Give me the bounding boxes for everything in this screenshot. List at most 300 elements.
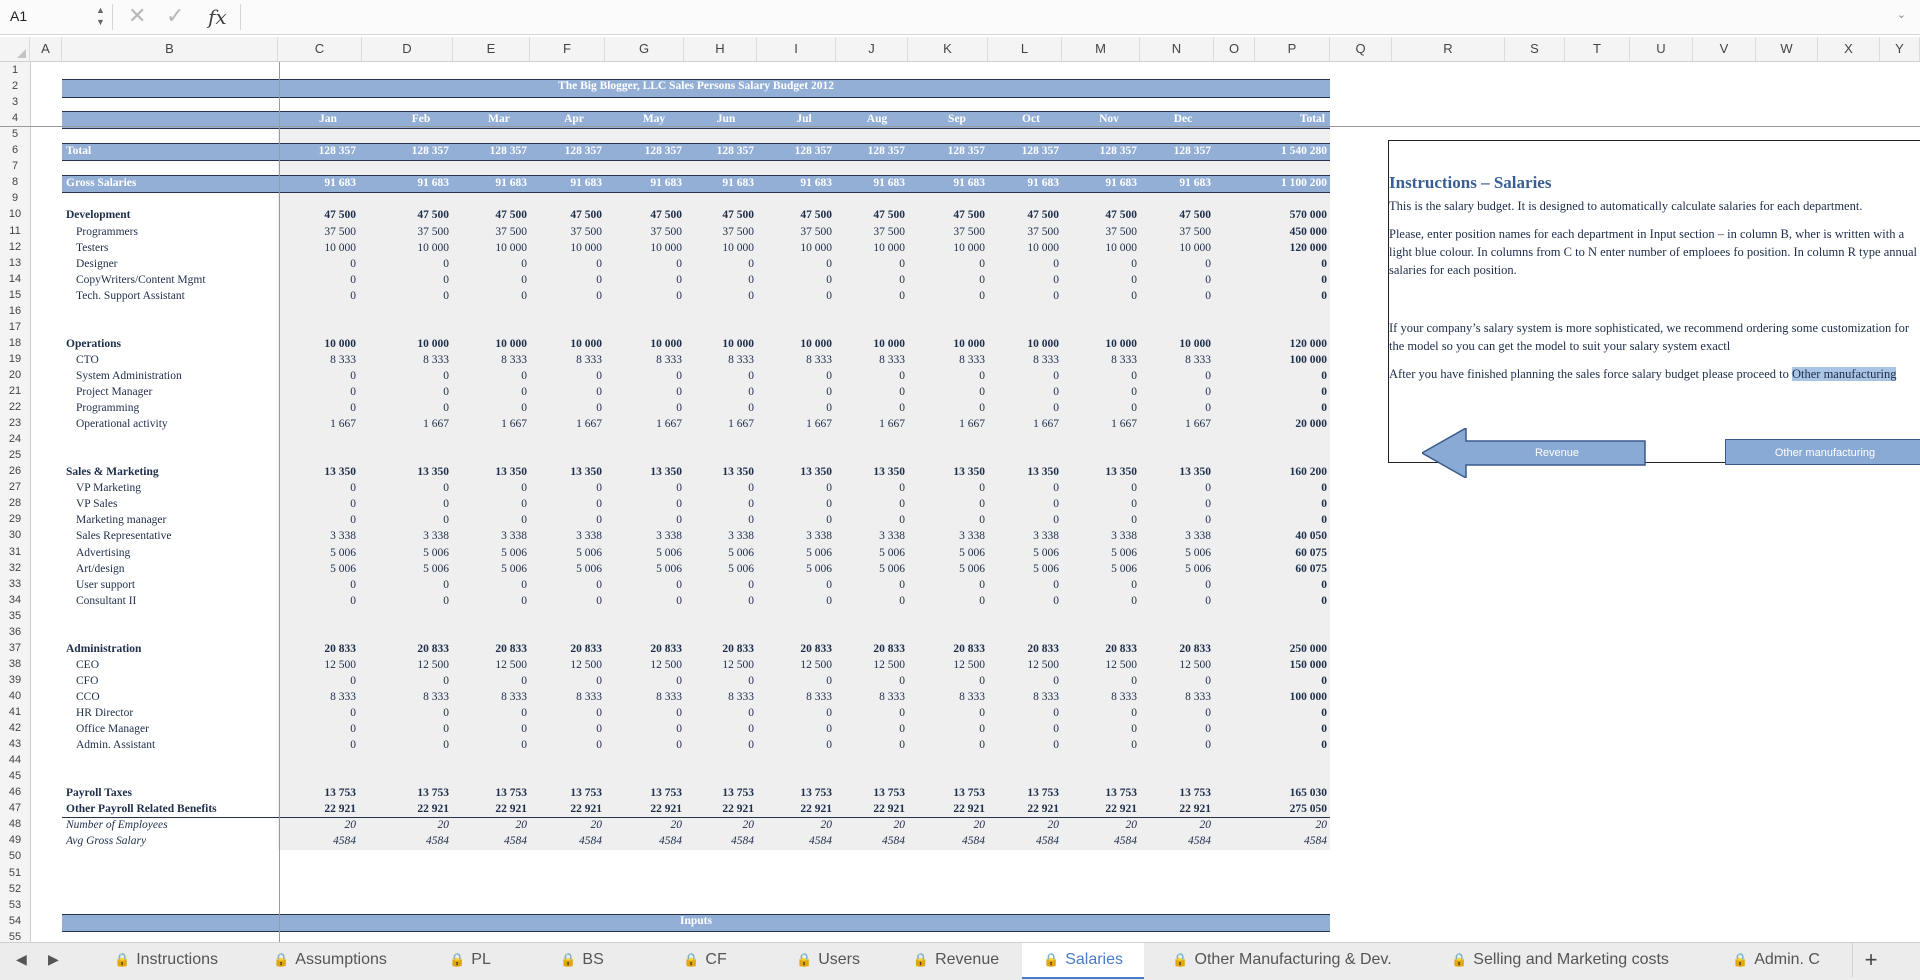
value-cell[interactable]: 0 [1053, 514, 1059, 527]
value-cell[interactable]: 3 338 [576, 530, 602, 543]
value-cell[interactable]: 0 [676, 273, 682, 286]
value-cell[interactable]: 0 [1131, 273, 1137, 286]
total-cell[interactable]: 275 050 [1289, 803, 1327, 816]
row-header[interactable]: 36 [8, 625, 22, 638]
value-cell[interactable]: 1 667 [806, 418, 832, 431]
column-header[interactable]: H [684, 37, 757, 61]
value-cell[interactable]: 1 667 [423, 418, 449, 431]
value-cell[interactable]: 0 [350, 739, 356, 752]
value-cell[interactable]: 0 [596, 723, 602, 736]
value-cell[interactable]: 128 357 [489, 145, 527, 158]
value-cell[interactable]: 8 333 [501, 353, 527, 366]
total-cell[interactable]: 0 [1321, 402, 1327, 415]
value-cell[interactable]: 10 000 [800, 241, 832, 254]
value-cell[interactable]: 0 [676, 498, 682, 511]
value-cell[interactable]: 0 [979, 369, 985, 382]
value-cell[interactable]: 0 [1131, 402, 1137, 415]
value-cell[interactable]: 13 350 [800, 466, 832, 479]
value-cell[interactable]: 0 [596, 369, 602, 382]
row-header[interactable]: 22 [8, 401, 22, 414]
value-cell[interactable]: 0 [443, 594, 449, 607]
value-cell[interactable]: 91 683 [953, 177, 985, 190]
value-cell[interactable]: 3 338 [656, 530, 682, 543]
value-cell[interactable]: 5 006 [576, 562, 602, 575]
row-label[interactable]: Designer [76, 257, 118, 270]
value-cell[interactable]: 22 921 [570, 803, 602, 816]
value-cell[interactable]: 128 357 [794, 145, 832, 158]
value-cell[interactable]: 20 [893, 819, 905, 832]
value-cell[interactable]: 0 [1053, 707, 1059, 719]
total-cell[interactable]: 20 [1315, 819, 1327, 832]
value-cell[interactable]: 3 338 [728, 530, 754, 543]
insert-function-icon[interactable]: fx [208, 5, 227, 29]
value-cell[interactable]: 0 [350, 273, 356, 286]
value-cell[interactable]: 12 500 [800, 658, 832, 671]
value-cell[interactable]: 128 357 [1173, 145, 1211, 158]
value-cell[interactable]: 10 000 [1179, 241, 1211, 254]
value-cell[interactable]: 0 [676, 402, 682, 415]
value-cell[interactable]: 3 338 [1185, 530, 1211, 543]
value-cell[interactable]: 0 [350, 386, 356, 398]
row-header[interactable]: 33 [8, 577, 22, 590]
value-cell[interactable]: 37 500 [495, 225, 527, 238]
value-cell[interactable]: 12 500 [650, 658, 682, 671]
value-cell[interactable]: 91 683 [570, 177, 602, 190]
value-cell[interactable]: 0 [350, 369, 356, 382]
value-cell[interactable]: 0 [899, 594, 905, 607]
column-header[interactable]: X [1818, 37, 1880, 61]
value-cell[interactable]: 0 [979, 723, 985, 736]
value-cell[interactable]: 0 [748, 514, 754, 527]
value-cell[interactable]: 3 338 [1033, 530, 1059, 543]
value-cell[interactable]: 47 500 [1105, 209, 1137, 222]
value-cell[interactable]: 0 [826, 402, 832, 415]
value-cell[interactable]: 8 333 [423, 690, 449, 703]
value-cell[interactable]: 0 [748, 273, 754, 286]
value-cell[interactable]: 1 667 [656, 418, 682, 431]
value-cell[interactable]: 1 667 [1185, 418, 1211, 431]
value-cell[interactable]: 0 [676, 707, 682, 719]
value-cell[interactable]: 10 000 [1179, 337, 1211, 350]
value-cell[interactable]: 0 [748, 257, 754, 270]
value-cell[interactable]: 3 338 [1111, 530, 1137, 543]
column-header[interactable]: P [1255, 37, 1330, 61]
value-cell[interactable]: 20 [820, 819, 832, 832]
value-cell[interactable]: 10 000 [953, 241, 985, 254]
value-cell[interactable]: 5 006 [806, 546, 832, 559]
value-cell[interactable]: 12 500 [1027, 658, 1059, 671]
row-label[interactable]: Sales & Marketing [66, 466, 159, 479]
total-cell[interactable]: 0 [1321, 386, 1327, 398]
value-cell[interactable]: 128 357 [867, 145, 905, 158]
value-cell[interactable]: 0 [826, 723, 832, 736]
value-cell[interactable]: 1 667 [959, 418, 985, 431]
value-cell[interactable]: 0 [1053, 386, 1059, 398]
value-cell[interactable]: 22 921 [650, 803, 682, 816]
row-header[interactable]: 34 [8, 593, 22, 606]
value-cell[interactable]: 5 006 [423, 562, 449, 575]
value-cell[interactable]: 0 [350, 594, 356, 607]
value-cell[interactable]: 0 [979, 578, 985, 591]
value-cell[interactable]: 0 [1205, 386, 1211, 398]
column-header[interactable]: O [1214, 37, 1255, 61]
value-cell[interactable]: 0 [979, 257, 985, 270]
value-cell[interactable]: 0 [443, 514, 449, 527]
value-cell[interactable]: 4584 [333, 835, 356, 848]
value-cell[interactable]: 8 333 [959, 353, 985, 366]
row-header[interactable]: 13 [8, 256, 22, 269]
value-cell[interactable]: 0 [826, 674, 832, 687]
value-cell[interactable]: 4584 [962, 835, 985, 848]
row-header[interactable]: 10 [8, 208, 22, 221]
value-cell[interactable]: 91 683 [800, 177, 832, 190]
value-cell[interactable]: 20 833 [800, 642, 832, 655]
value-cell[interactable]: 128 357 [644, 145, 682, 158]
value-cell[interactable]: 10 000 [324, 241, 356, 254]
value-cell[interactable]: 13 753 [495, 787, 527, 800]
row-header[interactable]: 51 [8, 866, 22, 879]
tab-selling-and-marketing-costs[interactable] [1420, 943, 1700, 977]
value-cell[interactable]: 8 333 [330, 690, 356, 703]
formula-input[interactable] [246, 6, 1890, 30]
next-sheet-icon[interactable]: ▶ [48, 951, 59, 967]
value-cell[interactable]: 12 500 [873, 658, 905, 671]
value-cell[interactable]: 47 500 [324, 209, 356, 222]
value-cell[interactable]: 0 [521, 289, 527, 302]
value-cell[interactable]: 4584 [426, 835, 449, 848]
value-cell[interactable]: 0 [1131, 369, 1137, 382]
value-cell[interactable]: 47 500 [1027, 209, 1059, 222]
total-cell[interactable]: 100 000 [1289, 353, 1327, 366]
row-header[interactable]: 19 [8, 352, 22, 365]
value-cell[interactable]: 0 [826, 289, 832, 302]
value-cell[interactable]: 0 [899, 578, 905, 591]
row-label[interactable]: Number of Employees [66, 819, 168, 832]
value-cell[interactable]: 0 [350, 514, 356, 527]
tab-salaries[interactable] [1022, 943, 1144, 979]
value-cell[interactable]: 13 350 [495, 466, 527, 479]
value-cell[interactable]: 0 [676, 289, 682, 302]
value-cell[interactable]: 4584 [659, 835, 682, 848]
value-cell[interactable]: 22 921 [1027, 803, 1059, 816]
value-cell[interactable]: 0 [979, 707, 985, 719]
value-cell[interactable]: 0 [596, 674, 602, 687]
value-cell[interactable]: 0 [748, 707, 754, 719]
value-cell[interactable]: 22 921 [324, 803, 356, 816]
row-header[interactable]: 53 [8, 898, 22, 911]
value-cell[interactable]: 0 [596, 707, 602, 719]
total-cell[interactable]: 165 030 [1289, 787, 1327, 800]
value-cell[interactable]: 0 [350, 578, 356, 591]
value-cell[interactable]: 0 [350, 707, 356, 719]
value-cell[interactable]: 0 [1053, 723, 1059, 736]
row-label[interactable]: VP Sales [76, 498, 118, 511]
column-header[interactable]: B [62, 37, 278, 61]
value-cell[interactable]: 3 338 [879, 530, 905, 543]
value-cell[interactable]: 20 833 [722, 642, 754, 655]
row-label[interactable]: Marketing manager [76, 514, 167, 527]
value-cell[interactable]: 1 667 [330, 418, 356, 431]
row-header[interactable]: 32 [8, 561, 22, 574]
row-header[interactable]: 42 [8, 722, 22, 735]
row-header[interactable]: 20 [8, 368, 22, 381]
value-cell[interactable]: 0 [443, 498, 449, 511]
row-header[interactable]: 18 [8, 336, 22, 349]
row-label[interactable]: Tech. Support Assistant [76, 289, 185, 302]
value-cell[interactable]: 0 [979, 594, 985, 607]
row-header[interactable]: 17 [8, 320, 22, 333]
row-label[interactable]: Art/design [76, 562, 125, 575]
total-cell[interactable]: 0 [1321, 739, 1327, 752]
value-cell[interactable]: 0 [1131, 514, 1137, 527]
row-header[interactable]: 38 [8, 657, 22, 670]
value-cell[interactable]: 0 [1205, 402, 1211, 415]
row-label[interactable]: CFO [76, 674, 99, 687]
value-cell[interactable]: 12 500 [495, 658, 527, 671]
value-cell[interactable]: 0 [521, 257, 527, 270]
row-label[interactable]: Operations [66, 337, 121, 350]
select-all-corner[interactable] [0, 37, 30, 61]
total-cell[interactable]: 4584 [1304, 835, 1327, 848]
value-cell[interactable]: 0 [1053, 594, 1059, 607]
value-cell[interactable]: 13 350 [570, 466, 602, 479]
row-label[interactable]: Sales Representative [76, 530, 172, 543]
value-cell[interactable]: 0 [748, 482, 754, 495]
total-cell[interactable]: 60 075 [1295, 546, 1327, 559]
value-cell[interactable]: 37 500 [1179, 225, 1211, 238]
column-header[interactable]: Y [1880, 37, 1920, 61]
row-label[interactable]: CopyWriters/Content Mgmt [76, 273, 206, 286]
value-cell[interactable]: 12 500 [722, 658, 754, 671]
value-cell[interactable]: 22 921 [417, 803, 449, 816]
value-cell[interactable]: 0 [1205, 498, 1211, 511]
value-cell[interactable]: 8 333 [656, 353, 682, 366]
add-sheet-button[interactable]: + [1852, 943, 1889, 977]
value-cell[interactable]: 13 753 [722, 787, 754, 800]
value-cell[interactable]: 0 [899, 707, 905, 719]
value-cell[interactable]: 13 350 [324, 466, 356, 479]
value-cell[interactable]: 5 006 [728, 546, 754, 559]
value-cell[interactable]: 0 [1131, 674, 1137, 687]
row-label[interactable]: Programming [76, 402, 140, 415]
column-header[interactable]: D [362, 37, 453, 61]
value-cell[interactable]: 13 753 [650, 787, 682, 800]
value-cell[interactable]: 5 006 [501, 546, 527, 559]
value-cell[interactable]: 0 [899, 723, 905, 736]
row-label[interactable]: Avg Gross Salary [66, 835, 147, 848]
value-cell[interactable]: 20 [670, 819, 682, 832]
row-header[interactable]: 50 [8, 850, 22, 863]
value-cell[interactable]: 0 [1205, 257, 1211, 270]
value-cell[interactable]: 47 500 [873, 209, 905, 222]
value-cell[interactable]: 5 006 [879, 546, 905, 559]
value-cell[interactable]: 0 [443, 739, 449, 752]
column-header[interactable]: Q [1330, 37, 1392, 61]
row-header[interactable]: 15 [8, 288, 22, 301]
value-cell[interactable]: 8 333 [1111, 690, 1137, 703]
value-cell[interactable]: 0 [596, 739, 602, 752]
row-header[interactable]: 12 [8, 240, 22, 253]
row-header[interactable]: 29 [8, 513, 22, 526]
column-header[interactable]: L [988, 37, 1062, 61]
value-cell[interactable]: 47 500 [417, 209, 449, 222]
value-cell[interactable]: 4584 [882, 835, 905, 848]
total-cell[interactable]: 100 000 [1289, 690, 1327, 703]
value-cell[interactable]: 0 [748, 498, 754, 511]
value-cell[interactable]: 3 338 [501, 530, 527, 543]
value-cell[interactable]: 13 753 [1105, 787, 1137, 800]
tab-revenue[interactable] [890, 943, 1022, 977]
total-cell[interactable]: 160 200 [1289, 466, 1327, 479]
value-cell[interactable]: 8 333 [806, 353, 832, 366]
value-cell[interactable]: 0 [596, 514, 602, 527]
value-cell[interactable]: 128 357 [1021, 145, 1059, 158]
value-cell[interactable]: 0 [748, 369, 754, 382]
value-cell[interactable]: 0 [676, 723, 682, 736]
total-cell[interactable]: 1 100 200 [1281, 177, 1327, 190]
value-cell[interactable]: 0 [826, 739, 832, 752]
value-cell[interactable]: 0 [979, 482, 985, 495]
value-cell[interactable]: 0 [1205, 369, 1211, 382]
value-cell[interactable]: 13 753 [324, 787, 356, 800]
row-header[interactable]: 8 [11, 176, 19, 189]
value-cell[interactable]: 5 006 [728, 562, 754, 575]
value-cell[interactable]: 91 683 [722, 177, 754, 190]
value-cell[interactable]: 47 500 [495, 209, 527, 222]
value-cell[interactable]: 0 [979, 402, 985, 415]
row-header[interactable]: 1 [11, 64, 19, 76]
value-cell[interactable]: 5 006 [1111, 562, 1137, 575]
value-cell[interactable]: 47 500 [953, 209, 985, 222]
value-cell[interactable]: 0 [676, 257, 682, 270]
row-header[interactable]: 2 [11, 80, 19, 93]
total-cell[interactable]: 40 050 [1295, 530, 1327, 543]
value-cell[interactable]: 8 333 [879, 690, 905, 703]
value-cell[interactable]: 8 333 [728, 353, 754, 366]
value-cell[interactable]: 0 [596, 273, 602, 286]
value-cell[interactable]: 0 [1131, 482, 1137, 495]
value-cell[interactable]: 0 [826, 514, 832, 527]
value-cell[interactable]: 91 683 [873, 177, 905, 190]
value-cell[interactable]: 37 500 [417, 225, 449, 238]
value-cell[interactable]: 37 500 [1105, 225, 1137, 238]
total-cell[interactable]: 0 [1321, 498, 1327, 511]
value-cell[interactable]: 0 [748, 723, 754, 736]
value-cell[interactable]: 0 [826, 498, 832, 511]
value-cell[interactable]: 10 000 [570, 241, 602, 254]
value-cell[interactable]: 0 [350, 674, 356, 687]
spreadsheet-grid[interactable] [0, 62, 1920, 942]
row-header[interactable]: 5 [11, 128, 19, 141]
value-cell[interactable]: 8 333 [806, 690, 832, 703]
value-cell[interactable]: 12 500 [324, 658, 356, 671]
row-header[interactable]: 49 [8, 834, 22, 847]
value-cell[interactable]: 0 [979, 498, 985, 511]
value-cell[interactable]: 0 [1053, 498, 1059, 511]
value-cell[interactable]: 0 [826, 578, 832, 591]
column-header[interactable]: S [1505, 37, 1565, 61]
value-cell[interactable]: 13 350 [1027, 466, 1059, 479]
total-cell[interactable]: 0 [1321, 369, 1327, 382]
value-cell[interactable]: 128 357 [1099, 145, 1137, 158]
value-cell[interactable]: 0 [521, 402, 527, 415]
value-cell[interactable]: 128 357 [716, 145, 754, 158]
tab-instructions[interactable] [92, 943, 240, 977]
tab-pl[interactable] [420, 943, 520, 977]
value-cell[interactable]: 0 [1205, 707, 1211, 719]
value-cell[interactable]: 0 [350, 498, 356, 511]
value-cell[interactable]: 0 [899, 739, 905, 752]
value-cell[interactable]: 0 [1205, 594, 1211, 607]
value-cell[interactable]: 5 006 [330, 546, 356, 559]
value-cell[interactable]: 3 338 [330, 530, 356, 543]
value-cell[interactable]: 8 333 [576, 353, 602, 366]
value-cell[interactable]: 37 500 [800, 225, 832, 238]
value-cell[interactable]: 20 [742, 819, 754, 832]
value-cell[interactable]: 8 333 [1185, 353, 1211, 366]
tab-assumptions[interactable] [240, 943, 420, 977]
value-cell[interactable]: 0 [596, 498, 602, 511]
row-header[interactable]: 35 [8, 609, 22, 622]
value-cell[interactable]: 128 357 [564, 145, 602, 158]
value-cell[interactable]: 128 357 [947, 145, 985, 158]
value-cell[interactable]: 5 006 [1033, 546, 1059, 559]
value-cell[interactable]: 8 333 [728, 690, 754, 703]
value-cell[interactable]: 0 [826, 707, 832, 719]
total-cell[interactable]: 0 [1321, 482, 1327, 495]
column-header[interactable]: M [1062, 37, 1140, 61]
total-cell[interactable]: 1 540 280 [1281, 145, 1327, 158]
value-cell[interactable]: 0 [979, 273, 985, 286]
value-cell[interactable]: 0 [979, 739, 985, 752]
value-cell[interactable]: 0 [676, 578, 682, 591]
value-cell[interactable]: 0 [443, 723, 449, 736]
value-cell[interactable]: 0 [521, 723, 527, 736]
value-cell[interactable]: 0 [826, 257, 832, 270]
value-cell[interactable]: 20 [344, 819, 356, 832]
value-cell[interactable]: 10 000 [650, 337, 682, 350]
total-cell[interactable]: 0 [1321, 674, 1327, 687]
value-cell[interactable]: 47 500 [650, 209, 682, 222]
value-cell[interactable]: 0 [1131, 578, 1137, 591]
value-cell[interactable]: 0 [443, 273, 449, 286]
column-header[interactable]: K [908, 37, 988, 61]
value-cell[interactable]: 10 000 [1105, 337, 1137, 350]
value-cell[interactable]: 5 006 [576, 546, 602, 559]
value-cell[interactable]: 91 683 [417, 177, 449, 190]
value-cell[interactable]: 5 006 [1111, 546, 1137, 559]
value-cell[interactable]: 8 333 [423, 353, 449, 366]
value-cell[interactable]: 20 [515, 819, 527, 832]
value-cell[interactable]: 0 [899, 674, 905, 687]
column-header[interactable]: E [453, 37, 530, 61]
row-label[interactable]: Testers [76, 241, 109, 254]
total-cell[interactable]: 20 000 [1295, 418, 1327, 431]
row-label[interactable]: Gross Salaries [66, 177, 137, 190]
value-cell[interactable]: 0 [443, 482, 449, 495]
value-cell[interactable]: 0 [1131, 739, 1137, 752]
value-cell[interactable]: 13 350 [1105, 466, 1137, 479]
value-cell[interactable]: 0 [899, 482, 905, 495]
value-cell[interactable]: 20 [1199, 819, 1211, 832]
value-cell[interactable]: 0 [350, 402, 356, 415]
value-cell[interactable]: 0 [521, 273, 527, 286]
value-cell[interactable]: 4584 [1036, 835, 1059, 848]
value-cell[interactable]: 20 833 [417, 642, 449, 655]
value-cell[interactable]: 128 357 [411, 145, 449, 158]
value-cell[interactable]: 22 921 [873, 803, 905, 816]
value-cell[interactable]: 20 [973, 819, 985, 832]
